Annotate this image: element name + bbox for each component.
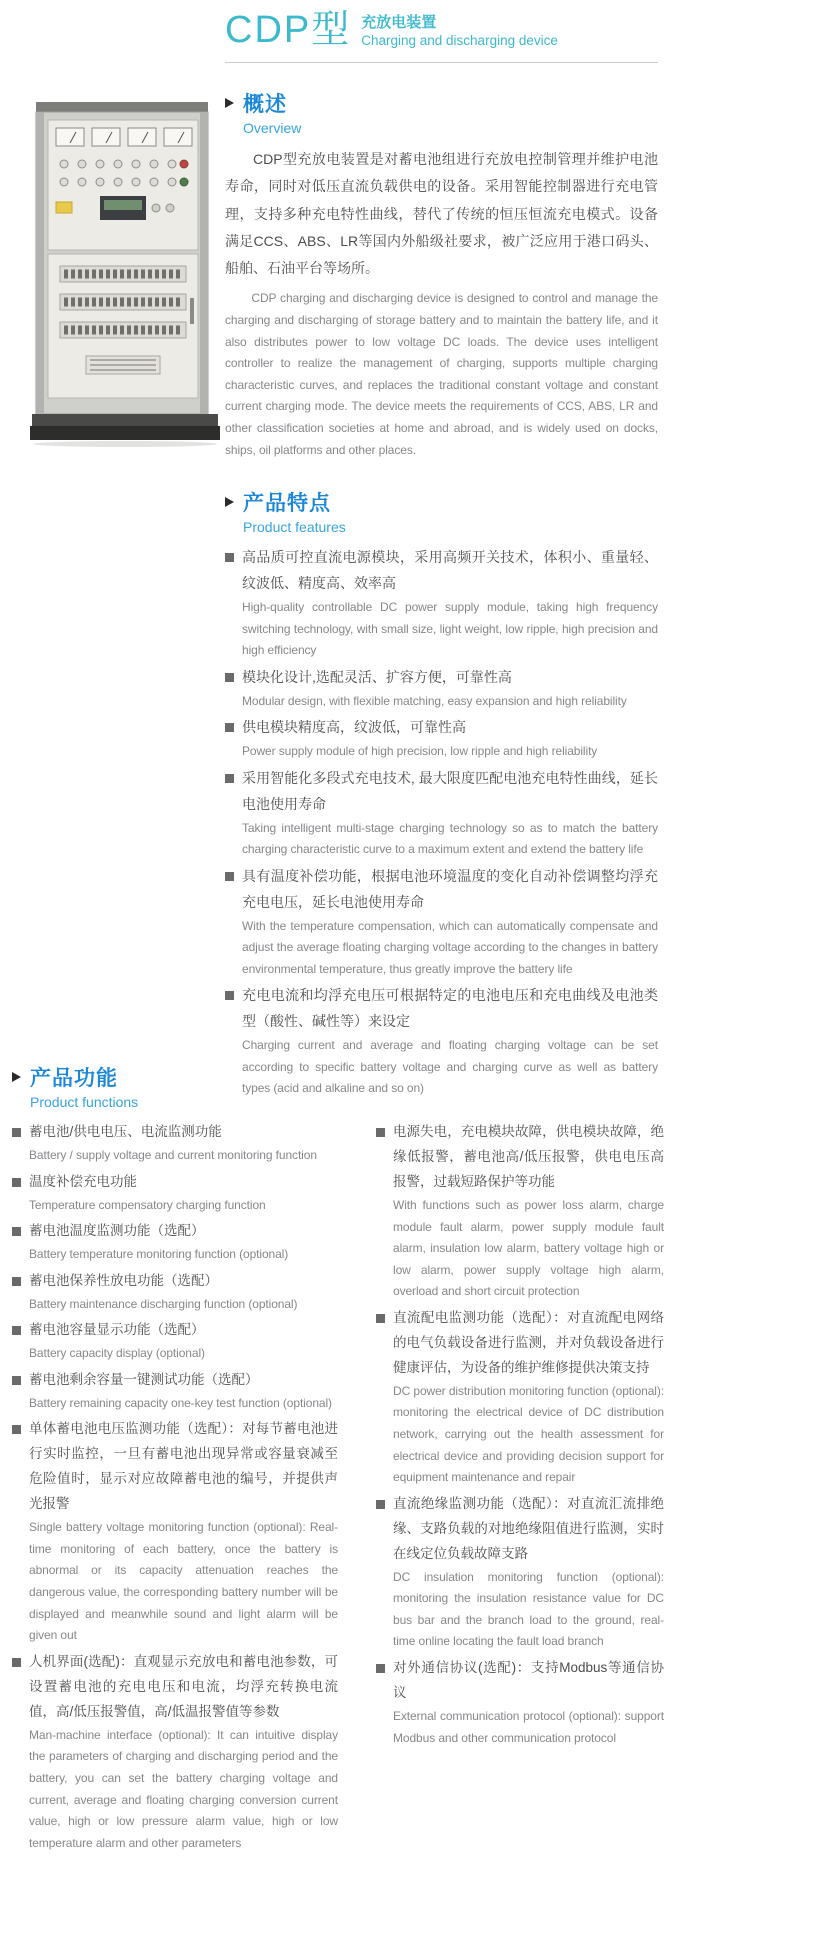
feature-text-cn: 高品质可控直流电源模块，采用高频开关技术，体积小、重量轻、纹波低、精度高、效率高 [242, 549, 658, 592]
function-text-cn: 蓄电池温度监测功能（选配） [29, 1223, 205, 1239]
feature-item [225, 864, 658, 981]
feature-text-en: Modular design, with flexible matching, easy expansion and high reliability [242, 693, 627, 708]
function-item [12, 1650, 338, 1854]
function-item [12, 1318, 338, 1365]
feature-text-cn: 采用智能化多段式充电技术, 最大限度匹配电池充电特性曲线，延长电池使用寿命 [242, 769, 658, 812]
feature-text-cn: 模块化设计,选配灵活、扩容方便，可靠性高 [242, 668, 512, 685]
functions-column-left [12, 1120, 338, 1857]
feature-text-en: High-quality controllable DC power supply module, taking high frequency switching technology, with small size, light weight, low ripple, high precision and high efficiency [242, 600, 658, 658]
function-text-cn: 蓄电池剩余容量一键测试功能（选配） [29, 1371, 259, 1387]
bullet-square-icon [12, 1128, 21, 1137]
function-text-cn: 蓄电池/供电电压、电流监测功能 [29, 1124, 222, 1139]
functions-columns [12, 1120, 664, 1857]
function-text-en: Temperature compensatory charging function [29, 1197, 266, 1212]
title-block [225, 10, 658, 63]
triangle-right-icon [225, 497, 234, 507]
function-text-en: With functions such as power loss alarm, charge module fault alarm, power supply module fault alarm, insulation low alarm, battery voltage high or low alarm, power supply voltage high alarm, overload and short circuit protection [393, 1197, 664, 1299]
function-item [12, 1170, 338, 1217]
bullet-square-icon [12, 1658, 21, 1667]
triangle-right-icon [12, 1072, 21, 1082]
function-text-cn: 蓄电池容量显示功能（选配） [29, 1322, 205, 1338]
bullet-square-icon [376, 1128, 385, 1137]
bullet-square-icon [12, 1227, 21, 1236]
function-item [12, 1269, 338, 1316]
page-title [225, 10, 658, 52]
function-item [12, 1120, 338, 1167]
overview-section [225, 88, 658, 461]
bullet-square-icon [225, 723, 234, 732]
function-text-en: Man-machine interface (optional): It can intuitive display the parameters of charging and discharging period and the battery, you can set the battery charging voltage and current, average and floating charging conversion current value, high or low pressure alarm value, high or low temperature alarm and other parameters [29, 1727, 338, 1850]
function-text-cn: 对外通信协议(选配)：支持Modbus等通信协议 [393, 1660, 664, 1700]
function-item [376, 1492, 664, 1653]
bullet-square-icon [12, 1326, 21, 1335]
function-item [376, 1656, 664, 1749]
bullet-square-icon [225, 553, 234, 562]
product-model: CDP型 [225, 9, 352, 51]
function-text-cn: 电源失电，充电模块故障，供电模块故障，绝缘低报警，蓄电池高/低压报警，供电电压高报警，过载短路保护等功能 [393, 1124, 664, 1189]
features-heading [225, 487, 658, 517]
function-text-cn: 直流配电监测功能（选配）：对直流配电网络的电气负载设备进行监测，并对负载设备进行健康评估，为设备的维护维修提供决策支持 [393, 1309, 664, 1375]
overview-heading-en: Overview [243, 120, 302, 136]
function-text-en: External communication protocol (optional): support Modbus and other communication protocol [393, 1708, 664, 1745]
function-text-en: Battery maintenance discharging function (optional) [29, 1296, 298, 1311]
functions-heading [12, 1062, 664, 1092]
functions-column-right [376, 1120, 664, 1857]
function-item [12, 1417, 338, 1646]
features-list [225, 545, 658, 1100]
product-title-en: Charging and discharging device [361, 33, 558, 49]
features-heading-cn: 产品特点 [243, 492, 331, 516]
overview-heading-cn: 概述 [243, 93, 287, 116]
bullet-square-icon [225, 673, 234, 682]
function-item [12, 1368, 338, 1415]
triangle-right-icon [225, 98, 234, 108]
product-title-cn: 充放电装置 [361, 13, 437, 31]
feature-text-en: Power supply module of high precision, low ripple and high reliability [242, 744, 598, 759]
function-text-en: Battery temperature monitoring function (optional) [29, 1247, 289, 1262]
feature-item [225, 766, 658, 861]
function-text-cn: 直流绝缘监测功能（选配）：对直流汇流排绝缘、支路负载的对地绝缘阻值进行监测，实时在线定位负载故障支路 [393, 1495, 664, 1561]
feature-text-cn: 具有温度补偿功能，根据电池环境温度的变化自动补偿调整均浮充充电电压，延长电池使用寿命 [242, 867, 658, 910]
feature-text-en: Charging current and average and floating charging voltage can be set according to specific battery voltage and charging curve as well as battery types (acid and alkaline and so on) [242, 1038, 658, 1096]
bullet-square-icon [12, 1277, 21, 1286]
function-text-cn: 人机界面(选配)：直观显示充放电和蓄电池参数，可设置蓄电池的充电电压和电流，均浮充转换电流值，高/低压报警值，高/低温报警值等参数 [29, 1653, 338, 1719]
function-text-cn: 温度补偿充电功能 [29, 1173, 137, 1189]
bullet-square-icon [376, 1664, 385, 1673]
feature-text-en: Taking intelligent multi-stage charging technology so as to match the battery charging characteristic curve to a maximum extent and extend the battery life [242, 820, 658, 857]
function-text-cn: 蓄电池保养性放电功能（选配） [29, 1272, 218, 1288]
feature-item [225, 545, 658, 662]
title-divider [225, 62, 658, 63]
functions-heading-cn: 产品功能 [30, 1067, 118, 1090]
feature-text-en: With the temperature compensation, which can automatically compensate and adjust the average floating charging voltage according to the changes in battery environmental temperature, thus greatly improve the battery life [242, 918, 658, 976]
overview-paragraph-cn: CDP型充放电装置是对蓄电池组进行充放电控制管理并维护电池寿命，同时对低压直流负载供电的设备。采用智能控制器进行充电管理，支持多种充电特性曲线，替代了传统的恒压恒流充电模式。设备满足CCS、ABS、LR等国内外船级社要求，被广泛应用于港口码头、船舶、石油平台等场所。 [225, 151, 658, 277]
function-text-en: Battery remaining capacity one-key test function (optional) [29, 1395, 332, 1410]
bullet-square-icon [12, 1376, 21, 1385]
overview-heading [225, 88, 658, 118]
function-item [376, 1120, 664, 1303]
function-text-en: DC insulation monitoring function (optional): monitoring the insulation resistance value for DC bus bar and the branch load to the ground, real-time online locating the fault load branch [393, 1569, 664, 1649]
bullet-square-icon [12, 1178, 21, 1187]
features-heading-en: Product features [243, 519, 346, 536]
bullet-square-icon [225, 872, 234, 881]
function-text-en: Battery / supply voltage and current monitoring function [29, 1147, 317, 1162]
bullet-square-icon [225, 774, 234, 783]
feature-item [225, 665, 658, 712]
function-item [376, 1306, 664, 1489]
feature-text-cn: 充电电流和均浮充电压可根据特定的电池电压和充电曲线及电池类型（酸性、碱性等）来设定 [242, 987, 658, 1030]
functions-section [12, 1062, 664, 1857]
feature-text-cn: 供电模块精度高，纹波低，可靠性高 [242, 719, 466, 736]
function-text-en: Battery capacity display (optional) [29, 1346, 205, 1361]
bullet-square-icon [376, 1500, 385, 1509]
overview-paragraph-en: CDP charging and discharging device is designed to control and manage the charging and discharging of storage battery and to maintain the battery life, and it also distributes power to low voltage DC loads. The device uses intelligent controller to realize the management of charging, supports multiple charging characteristic curves, and replaces the traditional constant voltage and constant current charging mode. The device meets the requirements of CCS, ABS, LR and other classification societies at home and abroad, and is widely used on docks, ships, oil platforms and other places. [225, 291, 658, 457]
features-section [225, 487, 658, 1100]
function-text-cn: 单体蓄电池电压监测功能（选配）：对每节蓄电池进行实时监控，一旦有蓄电池出现异常或容量衰减至危险值时，显示对应故障蓄电池的编号，并提供声光报警 [29, 1421, 338, 1512]
functions-heading-en: Product functions [30, 1094, 139, 1110]
bullet-square-icon [376, 1314, 385, 1323]
function-text-en: DC power distribution monitoring function (optional): monitoring the electrical device of DC distribution network, carrying out the health assessment for electrical device and providing decision support for equipment maintenance and repair [393, 1383, 664, 1485]
feature-item [225, 715, 658, 762]
bullet-square-icon [12, 1425, 21, 1434]
product-photo [30, 98, 220, 448]
bullet-square-icon [225, 991, 234, 1000]
function-text-en: Single battery voltage monitoring function (optional): Real-time monitoring of each battery, once the battery is abnormal or its capacity attenuation reaches the dangerous value, the corresponding battery number will be displayed and meanwhile sound and light alarm will be given out [29, 1520, 338, 1643]
charging-cabinet-illustration [30, 98, 220, 448]
function-item [12, 1219, 338, 1266]
main-column [225, 88, 658, 1103]
